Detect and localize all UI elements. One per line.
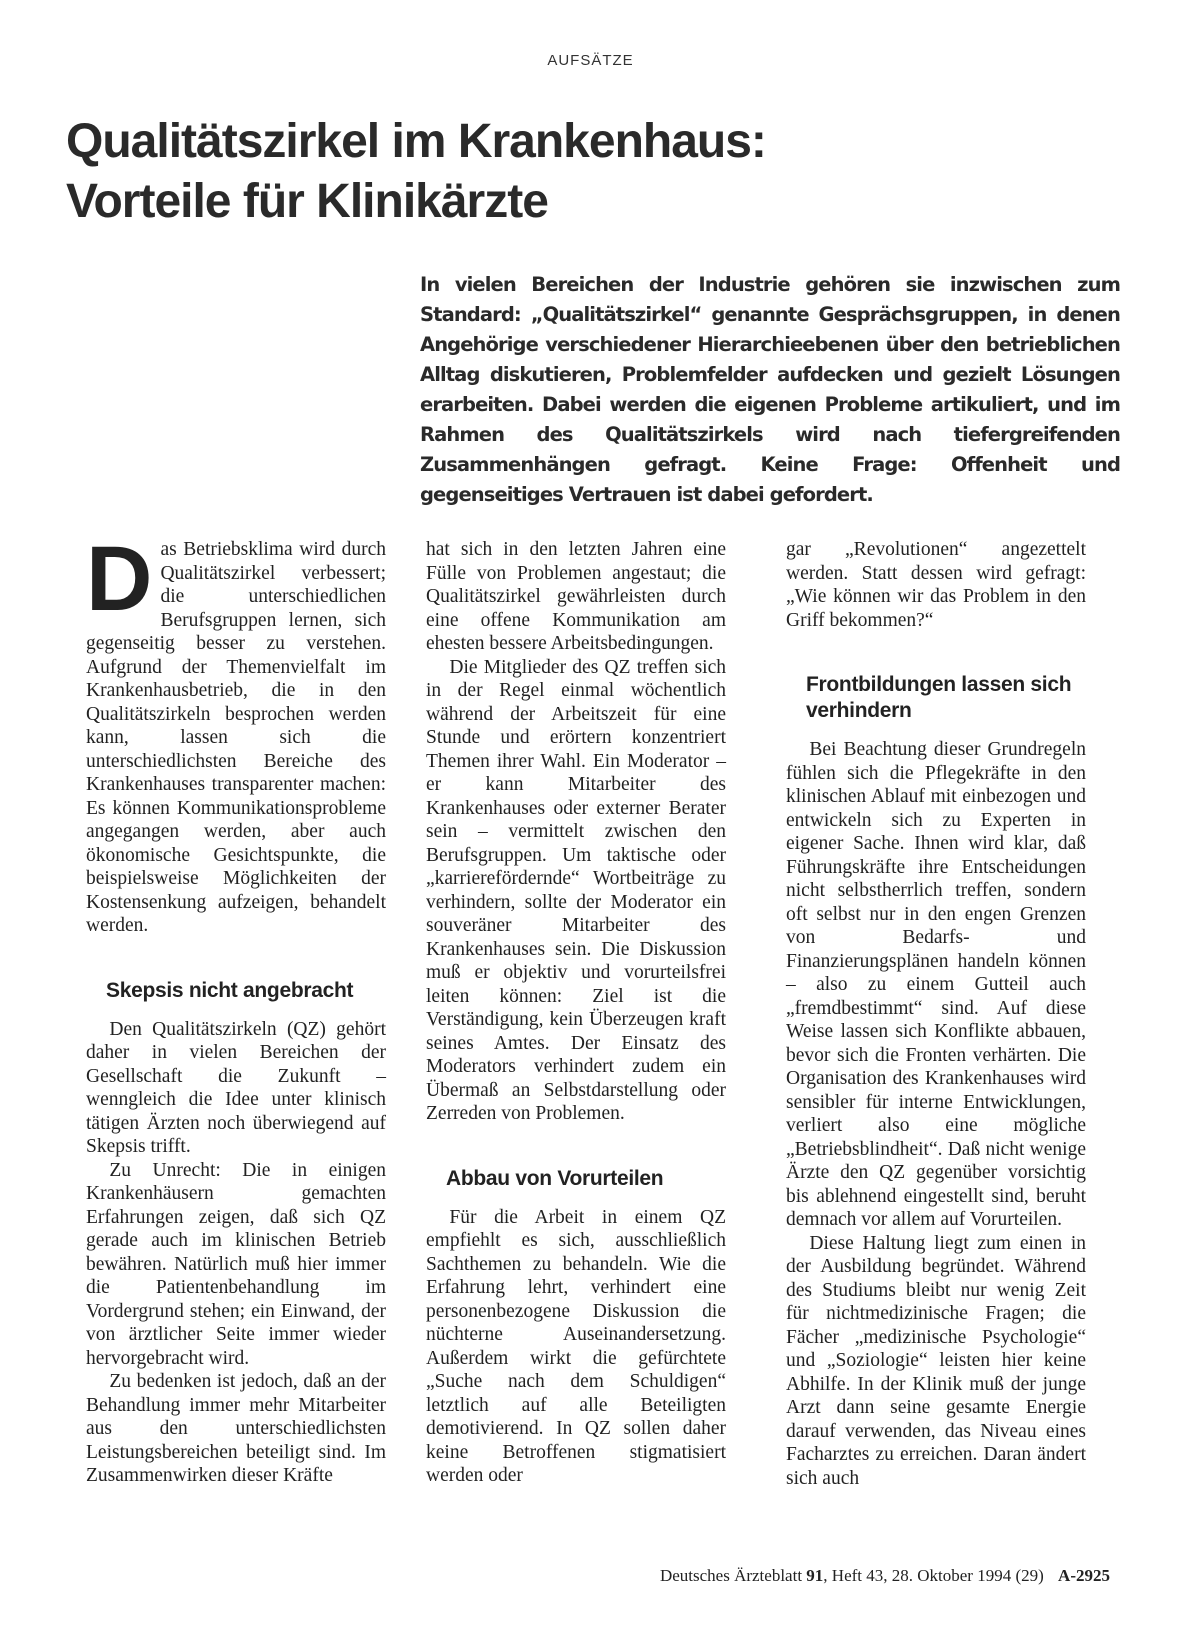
- headline-line-1: Qualitätszirkel im Krankenhaus:: [66, 115, 766, 168]
- journal-volume: 91: [806, 1566, 824, 1585]
- lead-paragraph: In vielen Bereichen der Industrie gehören sie inzwischen zum Standard: „Qualitätszirkel“ genannte Gesprächsgruppen, in denen Angehörige verschiedener Hierarchieebenen über den betrieblichen Alltag diskutieren, Problemfelder aufdecken und gezielt Lösungen erarbeiten. Dabei werden die eigenen Probleme artikuliert, und im Rahmen des Qualitätszirkels wird nach tiefergreifenden Zusammenhängen gefragt. Keine Frage: Offenheit und gegenseitiges Vertrauen ist dabei gefordert.: [420, 273, 1120, 506]
- page-number: A-2925: [1058, 1566, 1110, 1585]
- body-paragraph: Den Qualitätszirkeln (QZ) gehört daher in vielen Bereichen der Gesellschaft die Zukunft – wenngleich die Idee unter klinisch tätigen Ärzten noch überwiegend auf Skepsis trifft.: [86, 1018, 386, 1157]
- body-paragraph: hat sich in den letzten Jahren eine Fülle von Problemen angestaut; die Qualitätszirkel gewährleisten durch eine offene Kommunikation am ehesten bessere Arbeitsbedingungen.: [426, 539, 726, 654]
- subheading-frontbildungen: Frontbildungen lassen sich verhindern: [806, 673, 1072, 722]
- headline-line-2: Vorteile für Klinikärzte: [66, 175, 548, 228]
- body-paragraph: Für die Arbeit in einem QZ empfiehlt es sich, ausschließlich Sachthemen zu behandeln. Wie die Erfahrung lehrt, verhindert eine personenbezogene Diskussion die nüchterne Auseinandersetzung. Außerdem wirkt die gefürchtete „Suche nach dem Schuldigen“ letztlich auf alle Beteiligten demotivierend. In QZ sollen daher keine Betroffenen stigmatisiert werden oder: [426, 1206, 726, 1486]
- body-paragraph: Die Mitglieder des QZ treffen sich in der Regel einmal wöchentlich während der Arbeitszeit für eine Stunde und erörtern konzentriert Themen ihrer Wahl. Ein Moderator – er kann Mitarbeiter des Krankenhauses oder externer Berater sein – vermittelt zwischen den Berufsgruppen. Um taktische oder „karrierefördernde“ Wortbeiträge zu verhindern, sollte der Moderator ein souveräner Mitarbeiter des Krankenhauses sein. Die Diskussion muß er objektiv und vorurteilsfrei leiten können: Ziel ist die Verständigung, kein Überzeugen kraft seines Amtes. Der Einsatz des Moderators verhindert zudem ein Übermaß an Selbstdarstellung oder Zerreden von Problemen.: [426, 656, 726, 1124]
- body-paragraph: Zu Unrecht: Die in einigen Krankenhäusern gemachten Erfahrungen zeigen, daß sich QZ gerade auch im klinischen Betrieb bewähren. Natürlich muß hier immer die Patientenbehandlung im Vordergrund stehen; ein Einwand, der von ärztlicher Seite immer wieder hervorgebracht wird.: [86, 1159, 386, 1369]
- page-footer: [575, 1566, 1110, 1586]
- intro-paragraph: [86, 528, 386, 938]
- article-column-2: [426, 538, 726, 1488]
- body-paragraph: Diese Haltung liegt zum einen in der Ausbildung begründet. Während des Studiums bleibt nur wenig Zeit für nichtmedizinische Fragen; die Fächer „medizinische Psychologie“ und „Soziologie“ leisten hier keine Abhilfe. In der Klinik muß der junge Arzt dann seine gesamte Energie darauf verwenden, das Niveau eines Facharztes zu erreichen. Daran ändert sich auch: [786, 1232, 1086, 1489]
- body-paragraph: Bei Beachtung dieser Grundregeln fühlen sich die Pflegekräfte in den klinischen Ablauf mit einbezogen und entwickeln sich zu Experten in eigener Sache. Ihnen wird klar, daß Führungskräfte ihre Entscheidungen nicht selbstherrlich treffen, sondern oft selbst nur in den engen Grenzen von Bedarfs- und Finanzierungsplänen handeln können – also zu einem Gutteil auch „fremdbestimmt“ sind. Auf diese Weise lassen sich Konflikte abbauen, bevor sich die Fronten verhärten. Die Organisation des Krankenhauses wird sensibler für interne Entwicklungen, verliert also eine mögliche „Betriebsblindheit“. Daß nicht wenige Ärzte den QZ gegenüber vorsichtig bis ablehnend eingestellt sind, beruht demnach vor allem auf Vorurteilen.: [786, 739, 1086, 1230]
- body-paragraph: gar „Revolutionen“ angezettelt werden. Statt dessen wird gefragt: „Wie können wir das Problem in den Griff bekommen?“: [786, 539, 1086, 631]
- subheading-vorurteile: Abbau von Vorurteilen: [446, 1166, 664, 1190]
- article-column-1: [86, 528, 386, 1488]
- article-headline: [66, 112, 1126, 232]
- issue-info: , Heft 43, 28. Oktober 1994 (29): [823, 1566, 1044, 1585]
- body-paragraph: Zu bedenken ist jedoch, daß an der Behandlung immer mehr Mitarbeiter aus den unterschiedlichsten Leistungsbereichen beteiligt sind. Im Zusammenwirken dieser Kräfte: [86, 1371, 386, 1486]
- subheading-skepsis: Skepsis nicht angebracht: [106, 978, 354, 1002]
- intro-text: as Betriebsklima wird durch Qualitätszirkel verbessert; die unterschiedlichen Berufsgruppen lernen, sich gegenseitig besser zu verstehen. Aufgrund der Themenvielfalt im Krankenhausbetrieb, die in den Qualitätszirkeln besprochen werden kann, lassen sich die unterschiedlichsten Bereiche des Krankenhauses transparenter machen: Es können Kommunikationsprobleme angegangen werden, aber auch ökonomische Gesichtspunkte, die beispielsweise Möglichkeiten der Kostensenkung aufzeigen, behandelt werden.: [86, 539, 386, 936]
- drop-cap: D: [86, 528, 153, 630]
- section-label: AUFSÄTZE: [547, 52, 634, 69]
- journal-name: Deutsches Ärzteblatt: [659, 1566, 803, 1585]
- article-column-3: [786, 538, 1086, 1490]
